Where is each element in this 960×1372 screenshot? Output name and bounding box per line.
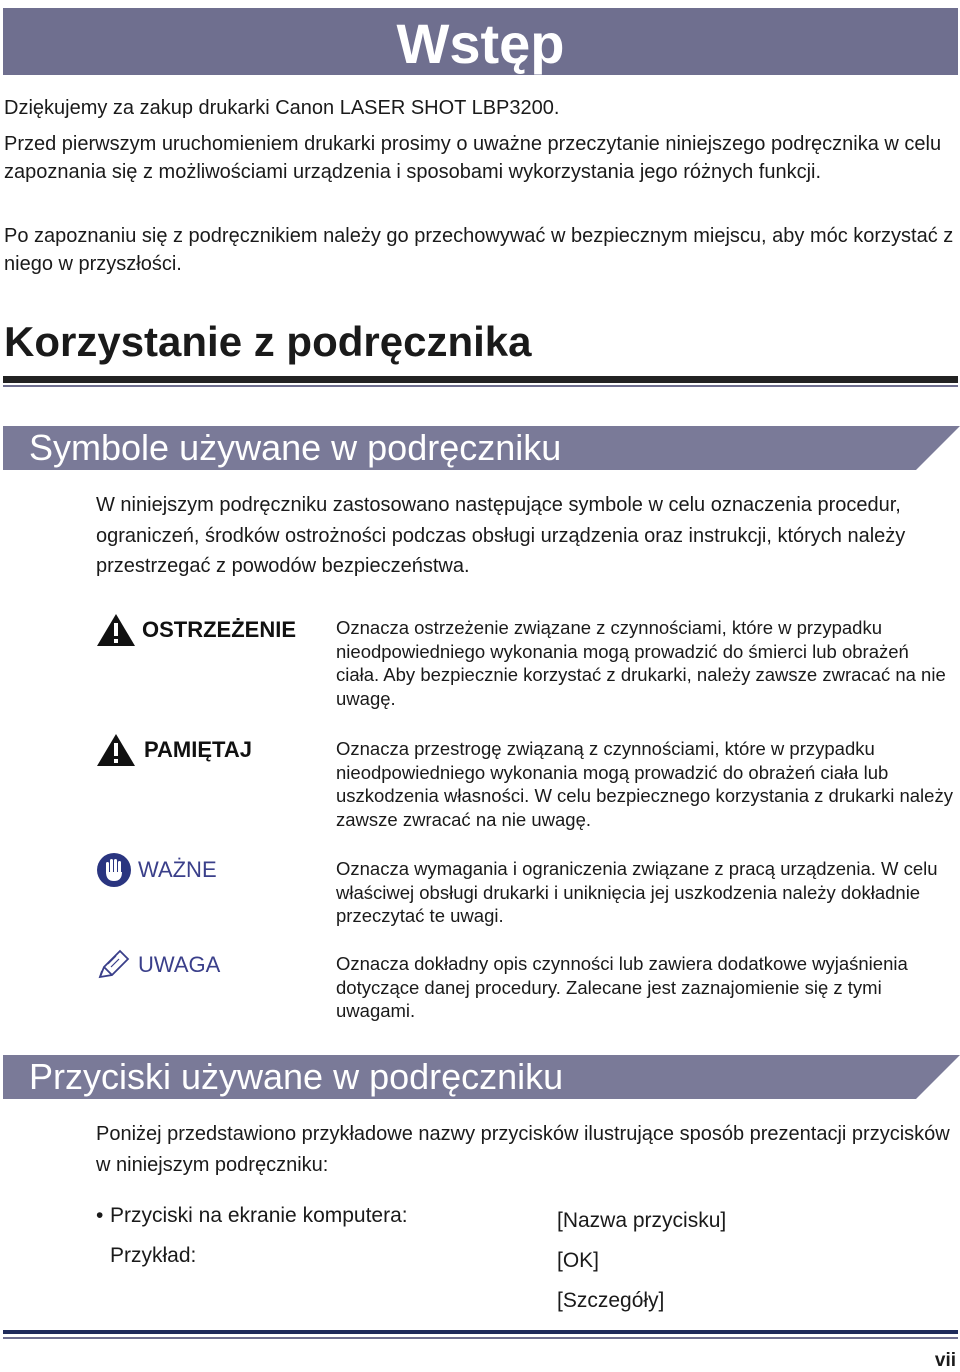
section-heading: Korzystanie z podręcznika	[4, 318, 532, 365]
symbol-description: Oznacza dokładny opis czynności lub zawiera dodatkowe wyjaśnienia dotyczące danej procedury. Zalecane jest zaznajomienie się z tymi uwagami.	[336, 953, 908, 1021]
warning-triangle-icon	[96, 612, 136, 648]
page-number: vii	[934, 1350, 956, 1371]
symbol-description: Oznacza ostrzeżenie związane z czynnościami, które w przypadku nieodpowiedniego wykonania mogą prowadzić do śmierci lub obrażeń ciała. Aby bezpiecznie korzystać z drukarki, należy zawsze zwracać na nie uwagę.	[336, 617, 946, 709]
symbols-heading: Symbole używane w podręczniku	[29, 427, 562, 468]
intro-thanks: Dziękujemy za zakup drukarki Canon LASER SHOT LBP3200.	[4, 97, 560, 119]
page-title: Wstęp	[396, 12, 565, 75]
symbol-label: OSTRZEŻENIE	[142, 617, 297, 642]
symbol-caution	[96, 730, 252, 770]
example-button-ok: [OK]	[557, 1249, 600, 1272]
footer-rule	[3, 1330, 958, 1334]
intro-paragraph: Przed pierwszym uruchomieniem drukarki prosimy o uważne przeczytanie niniejszego podręcznika w celu zapoznania się z możliwościami urządzenia i sposobami wykorzystania jego różnych funkcji.	[4, 133, 942, 183]
symbol-label: PAMIĘTAJ	[144, 737, 252, 762]
buttons-bullet-label: Przyciski na ekranie komputera:	[110, 1204, 408, 1227]
example-button-details: [Szczegóły]	[557, 1289, 665, 1312]
symbol-description: Oznacza przestrogę związaną z czynnościami, które w przypadku nieodpowiedniego wykonania mogą prowadzić do obrażeń ciała lub uszkodzenia własności. W celu bezpiecznego korzystania z drukarki należy zawsze zwracać na nie uwagę.	[336, 738, 953, 830]
buttons-heading: Przyciski używane w podręczniku	[29, 1056, 564, 1097]
symbols-intro: W niniejszym podręczniku zastosowano następujące symbole w celu oznaczenia procedur, ograniczeń, środków ostrożności podczas obsługi urządzenia oraz instrukcji, których należy przestrzegać z powodów bezpieczeństwa.	[96, 494, 906, 577]
example-button-name: [Nazwa przycisku]	[557, 1209, 727, 1232]
buttons-heading-bar	[3, 1055, 960, 1099]
caution-triangle-icon	[96, 732, 136, 768]
page-title-bar	[3, 8, 958, 75]
heading-rule	[3, 376, 958, 383]
symbols-heading-bar	[3, 426, 960, 470]
buttons-intro: Poniżej przedstawiono przykładowe nazwy przycisków ilustrujące sposób prezentacji przycisków w niniejszym podręczniku:	[96, 1123, 950, 1176]
hand-stop-icon	[96, 852, 132, 888]
example-label: Przykład:	[110, 1244, 197, 1267]
bullet-marker: •	[96, 1204, 104, 1227]
symbol-note	[96, 945, 220, 985]
pencil-note-icon	[96, 947, 132, 983]
symbol-label: WAŻNE	[138, 857, 217, 882]
intro-storage-paragraph: Po zapoznaniu się z podręcznikiem należy go przechowywać w bezpiecznym miejscu, aby móc korzystać z niego w przyszłości.	[4, 225, 954, 275]
symbol-warning	[96, 610, 296, 650]
symbol-label: UWAGA	[138, 952, 221, 977]
heading-rule-thin	[3, 385, 958, 387]
symbol-description: Oznacza wymagania i ograniczenia związane z pracą urządzenia. W celu właściwej obsługi drukarki i uniknięcia jej uszkodzenia należy dokładnie przeczytać te uwagi.	[336, 858, 938, 926]
symbol-important	[96, 850, 217, 890]
footer-rule-thin	[3, 1337, 958, 1339]
